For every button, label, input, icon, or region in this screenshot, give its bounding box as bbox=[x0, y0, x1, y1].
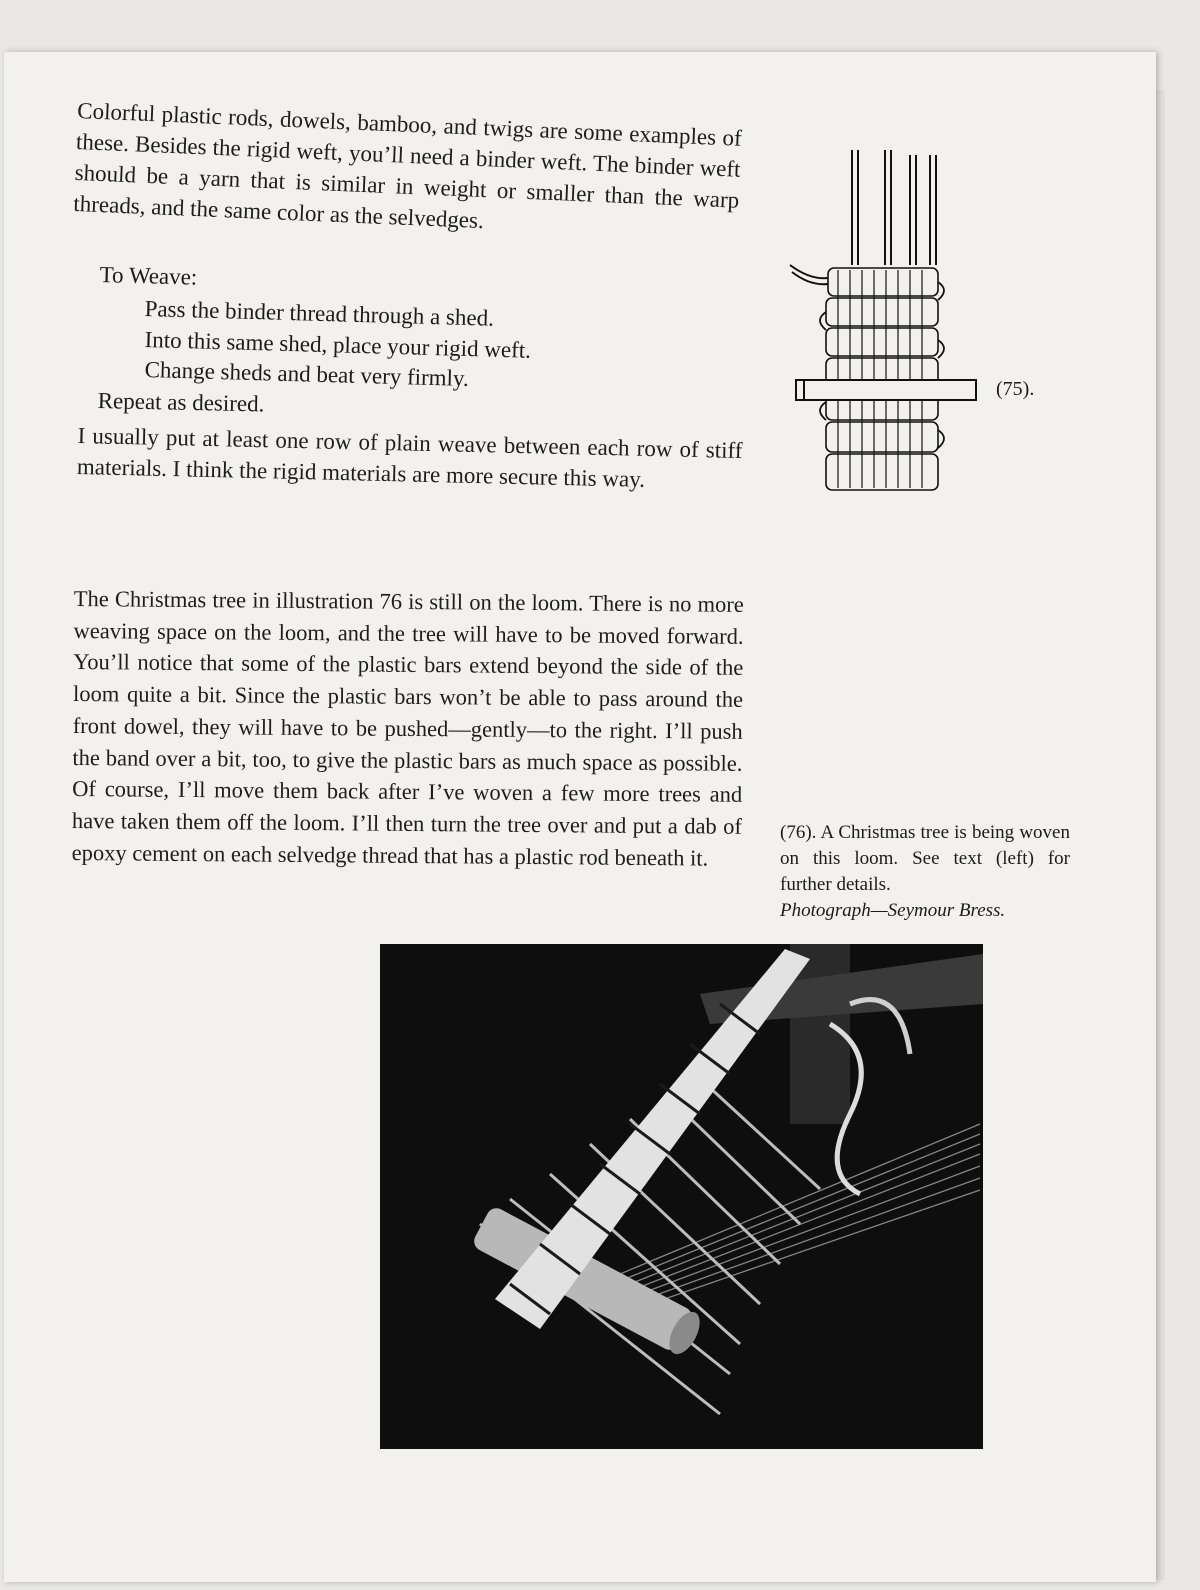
figure-75-label: (75). bbox=[996, 378, 1035, 400]
paragraph-rigid-weft: Colorful plastic rods, dowels, bamboo, and twigs are some examples of these. Besides the rigid weft, you’ll need a binder weft. The binder weft should be a yarn that is similar in weight or smaller than the warp threads, and the same color as the selvedges. bbox=[72, 97, 743, 234]
weave-step-3: Change sheds and beat very firmly. bbox=[144, 357, 470, 392]
to-weave-heading: To Weave: bbox=[99, 262, 198, 290]
weave-step-2: Into this same shed, place your rigid weft. bbox=[144, 327, 532, 363]
photo-credit: Photograph—Seymour Bress. bbox=[780, 900, 1006, 921]
figure-76-loom-photo bbox=[380, 944, 983, 1449]
repeat-instruction: Repeat as desired. bbox=[97, 388, 265, 417]
figure-76-caption-text: (76). A Christmas tree is being woven on this loom. See text (left) for further details. bbox=[780, 822, 1070, 895]
paragraph-christmas-tree: The Christmas tree in illustration 76 is still on the loom. There is no more weaving space on the loom, and the tree will have to be moved forward. You’ll notice that some of the plastic bars extend beyond the side of the loom quite a bit. Since the plastic bars won’t be able to pass around the front dowel, they will have to be pushed—gently—to the right. I’ll push the band over a bit, too, to give the plastic bars as much space as possible. Of course, I’ll move them back after I’ve woven a few more trees and have taken them off the loom. I’ll then turn the tree over and put a dab of epoxy cement on each selvedge thread that has a plastic rod beneath it. bbox=[71, 585, 744, 871]
figure-76-caption bbox=[780, 820, 1070, 924]
paragraph-plain-weave: I usually put at least one row of plain weave between each row of stiff materials. I think the rigid materials are more secure this way. bbox=[76, 422, 743, 492]
figure-75-diagram bbox=[780, 150, 980, 510]
weave-step-1: Pass the binder thread through a shed. bbox=[144, 296, 495, 331]
